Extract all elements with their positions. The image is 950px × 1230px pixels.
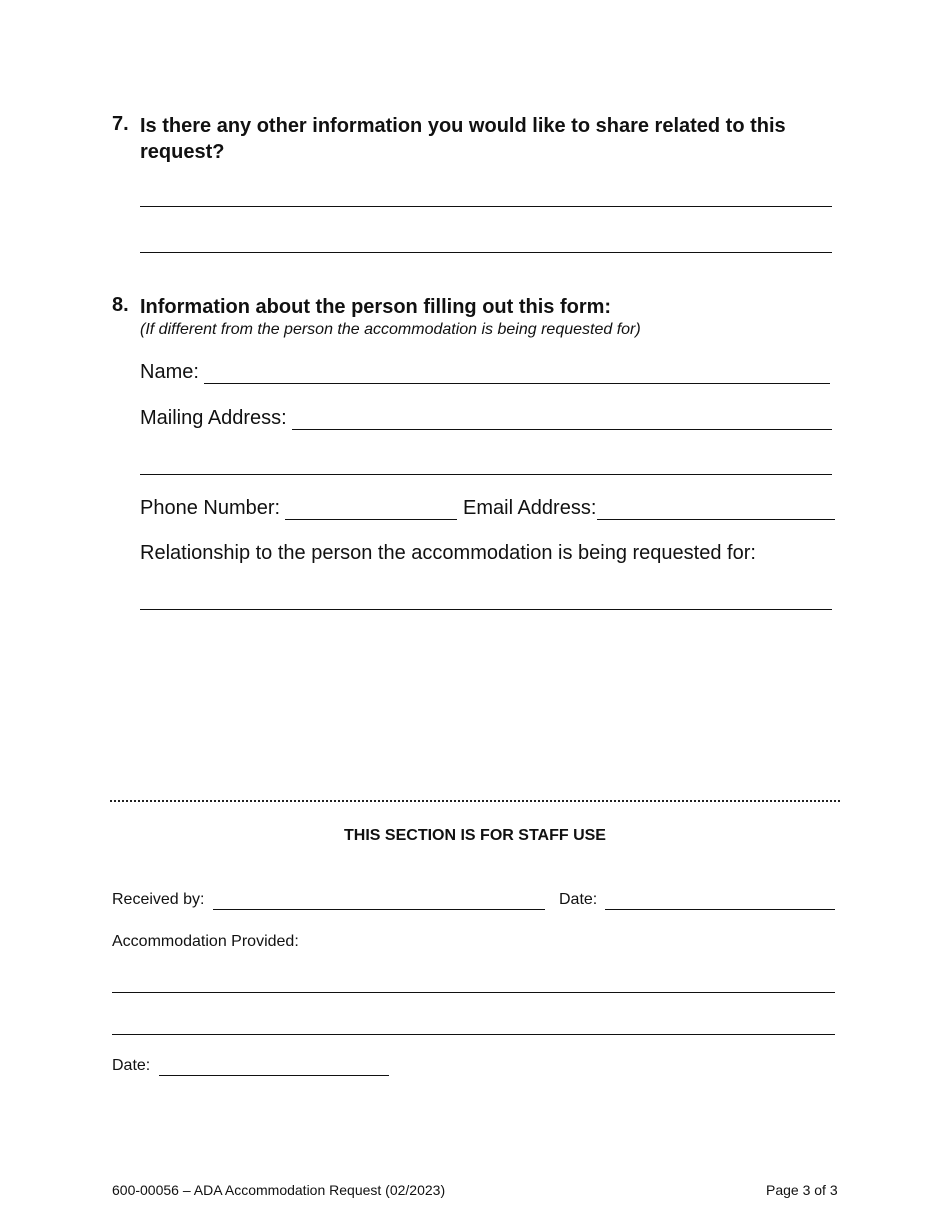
staff-section-heading: THIS SECTION IS FOR STAFF USE: [344, 827, 606, 844]
accommodation-provided-line-1[interactable]: [112, 992, 835, 993]
name-field[interactable]: [204, 383, 830, 384]
final-date-field[interactable]: [159, 1075, 389, 1076]
name-label: Name:: [140, 361, 199, 383]
question-8-number: 8.: [112, 294, 129, 316]
received-by-field[interactable]: [213, 909, 545, 910]
date-field[interactable]: [605, 909, 835, 910]
accommodation-provided-line-2[interactable]: [112, 1034, 835, 1035]
question-8-text: Information about the person filling out this form:: [140, 296, 612, 318]
mailing-address-field[interactable]: [292, 429, 832, 430]
mailing-address-field-line-2[interactable]: [140, 474, 832, 475]
email-label: Email Address:: [463, 497, 597, 519]
mailing-address-label: Mailing Address:: [140, 407, 287, 429]
staff-section-divider: [110, 800, 840, 802]
final-date-label: Date:: [112, 1057, 151, 1074]
relationship-field[interactable]: [140, 609, 832, 610]
q7-answer-line-2[interactable]: [140, 252, 832, 253]
footer-form-id: 600-00056 – ADA Accommodation Request (02/2023): [112, 1182, 446, 1198]
footer-page-number: Page 3 of 3: [766, 1182, 838, 1198]
phone-label: Phone Number:: [140, 497, 281, 519]
phone-field[interactable]: [285, 519, 457, 520]
question-7-text: Is there any other information you would like to share related to this request?: [140, 115, 786, 163]
received-by-label: Received by:: [112, 891, 205, 908]
relationship-label: Relationship to the person the accommodation is being requested for:: [140, 542, 756, 564]
date-label: Date:: [559, 891, 598, 908]
accommodation-provided-label: Accommodation Provided:: [112, 933, 299, 950]
email-field[interactable]: [597, 519, 835, 520]
question-8-note: (If different from the person the accommodation is being requested for): [140, 321, 641, 338]
q7-answer-line-1[interactable]: [140, 206, 832, 207]
question-7-number: 7.: [112, 113, 129, 135]
